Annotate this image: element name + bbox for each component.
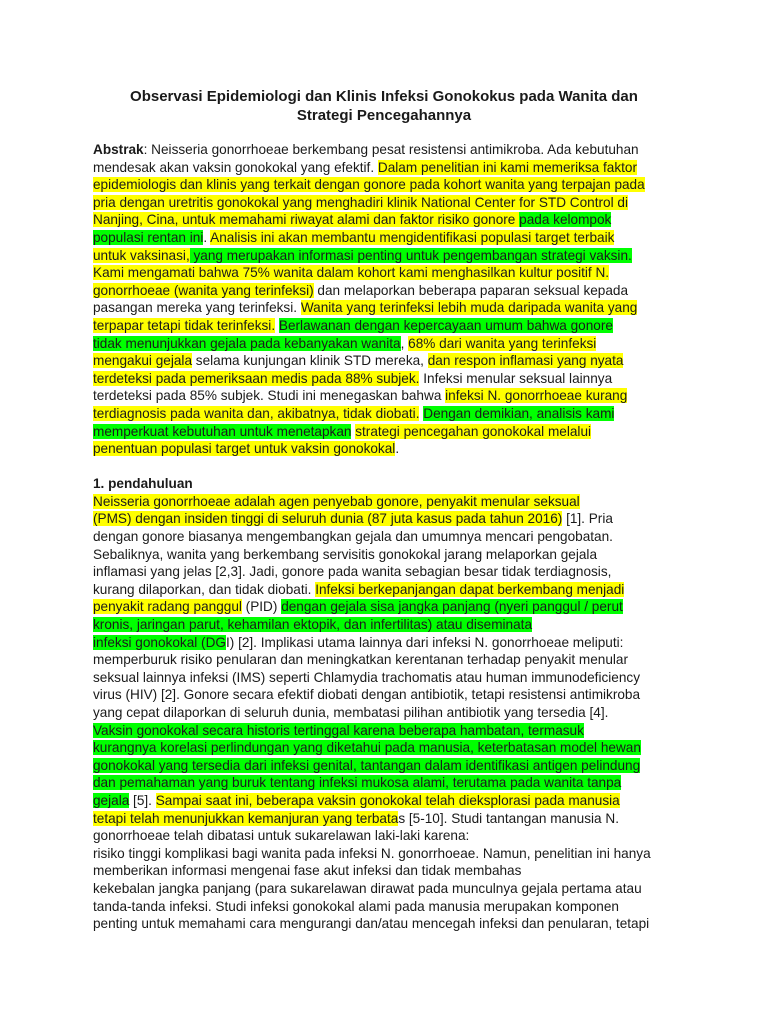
text-segment: kekebalan jangka panjang (para sukarelawan dirawat pada munculnya gejala pertama atau xyxy=(93,880,642,896)
intro-line xyxy=(93,827,693,845)
text-segment: mendesak akan vaksin gonokokal yang efektif. xyxy=(93,159,378,175)
text-segment: : Neisseria gonorrhoeae berkembang pesat resistensi antimikroba. Ada kebutuhan xyxy=(143,142,639,157)
text-segment: terdeteksi pada 85% subjek. Studi ini menegaskan bahwa xyxy=(93,388,446,404)
text-segment: tanda-tanda infeksi. Studi infeksi gonokokal alami pada manusia merupakan komponen xyxy=(93,898,619,914)
text-segment: s [5-10]. Studi tantangan manusia N. xyxy=(398,810,619,826)
text-segment: dengan gonore biasanya mengembangkan gejala dan umumnya mencari pengobatan. xyxy=(93,529,613,545)
abstract-line xyxy=(93,299,693,317)
abstract-line xyxy=(93,229,693,247)
abstract-line xyxy=(93,317,693,335)
highlighted-text-green: kronis, jaringan parut, kehamilan ektopik, dan infertilitas) atau diseminata xyxy=(93,617,533,633)
abstract-line xyxy=(93,282,693,300)
text-segment: , xyxy=(400,335,409,351)
highlighted-text-yellow: mengakui gejala xyxy=(93,353,192,369)
intro-line xyxy=(93,722,693,740)
text-segment: seksual lainnya infeksi (IMS) seperti Chlamydia trachomatis atau human immunodeficiency xyxy=(93,669,641,685)
section-heading: 1. pendahuluan xyxy=(93,476,193,492)
abstract-label: Abstrak xyxy=(93,142,144,157)
intro-line xyxy=(93,774,693,792)
highlighted-text-green: gejala xyxy=(93,792,130,808)
abstract-line xyxy=(93,176,693,194)
text-segment: Infeksi menular seksual lainnya xyxy=(419,370,613,386)
highlighted-text-yellow: strategi pencegahan gonokokal melalui xyxy=(355,423,592,439)
abstract-line xyxy=(93,159,693,177)
paragraph-gap xyxy=(93,458,693,476)
highlighted-text-green: kurangnya korelasi perlindungan yang diketahui pada manusia, keterbatasan model hewan xyxy=(93,740,641,756)
intro-line xyxy=(93,704,693,722)
highlighted-text-yellow: Wanita yang terinfeksi lebih muda daripada wanita yang xyxy=(300,300,638,316)
highlighted-text-green: Berlawanan dengan kepercayaan umum bahwa gonore xyxy=(278,317,613,333)
highlighted-text-yellow: infeksi N. gonorrhoeae kurang xyxy=(445,388,628,404)
highlighted-text-green: dengan gejala sisa jangka panjang (nyeri panggul / perut xyxy=(281,599,623,615)
intro-line xyxy=(93,845,693,863)
intro-line xyxy=(93,563,693,581)
highlighted-text-yellow: epidemiologis dan klinis yang terkait dengan gonore pada kohort wanita yang terpajan pada xyxy=(93,177,645,193)
highlighted-text-yellow: Analisis ini akan membantu mengidentifikasi populasi target terbaik xyxy=(210,229,615,245)
intro-line xyxy=(93,810,693,828)
abstract-line xyxy=(93,423,693,441)
text-segment: risiko tinggi komplikasi bagi wanita pada infeksi N. gonorrhoeae. Namun, penelitian ini hanya xyxy=(93,845,651,861)
abstract-line xyxy=(93,211,693,229)
intro-line xyxy=(93,757,693,775)
highlighted-text-green: memperkuat kebutuhan untuk menetapkan xyxy=(93,423,352,439)
abstract-line xyxy=(93,405,693,423)
document-title xyxy=(60,87,708,125)
highlighted-text-green: Vaksin gonokokal secara historis tertinggal karena beberapa hambatan, termasuk xyxy=(93,722,584,738)
intro-line xyxy=(93,581,693,599)
abstract-line xyxy=(93,387,693,405)
title-line-1: Observasi Epidemiologi dan Klinis Infeksi Gonokokus pada Wanita dan xyxy=(130,88,638,105)
abstract-line xyxy=(93,141,693,159)
abstract-line xyxy=(93,352,693,370)
intro-paragraph xyxy=(93,493,693,933)
highlighted-text-yellow: penentuan populasi target untuk vaksin gonokokal xyxy=(93,441,396,457)
document-body xyxy=(93,141,693,933)
abstract-paragraph xyxy=(93,141,693,458)
highlighted-text-green: dan pemahaman yang buruk tentang infeksi mukosa alami, terutama pada wanita tanpa xyxy=(93,775,622,791)
intro-line xyxy=(93,669,693,687)
abstract-line xyxy=(93,335,693,353)
highlighted-text-yellow: dan respon inflamasi yang nyata xyxy=(427,353,624,369)
text-segment: virus (HIV) [2]. Gonore secara efektif diobati dengan antibiotik, tetapi resistensi antimikroba xyxy=(93,687,641,703)
intro-line xyxy=(93,528,693,546)
abstract-line xyxy=(93,440,693,458)
highlighted-text-yellow: Sampai saat ini, beberapa vaksin gonokokal telah dieksplorasi pada manusia xyxy=(155,792,620,808)
highlighted-text-green: pada kelompok xyxy=(519,212,612,228)
intro-line xyxy=(93,792,693,810)
highlighted-text-green: tidak menunjukkan gejala pada kebanyakan wanita xyxy=(93,335,401,351)
highlighted-text-yellow: Dalam penelitian ini kami memeriksa faktor xyxy=(377,159,638,175)
intro-line xyxy=(93,862,693,880)
text-segment: yang cepat dilaporkan di seluruh dunia, membatasi pilihan antibiotik yang tersedia [4]. xyxy=(93,705,609,720)
highlighted-text-yellow: tetapi telah menunjukkan kemanjuran yang terbata xyxy=(93,810,399,826)
highlighted-text-yellow: untuk vaksinasi, xyxy=(93,247,190,263)
intro-line xyxy=(93,739,693,757)
highlighted-text-yellow: gonorrhoeae (wanita yang terinfeksi) xyxy=(93,282,314,298)
abstract-line xyxy=(93,370,693,388)
intro-line xyxy=(93,915,693,933)
text-segment: (PID) xyxy=(241,599,282,615)
highlighted-text-green: populasi rentan ini xyxy=(93,229,204,245)
highlighted-text-yellow: 68% dari wanita yang terinfeksi xyxy=(408,335,597,351)
text-segment: pasangan mereka yang terinfeksi. xyxy=(93,300,301,316)
intro-line xyxy=(93,651,693,669)
highlighted-text-green: yang merupakan informasi penting untuk pengembangan strategi vaksin. xyxy=(189,247,632,263)
highlighted-text-yellow: terpapar tetapi tidak terinfeksi. xyxy=(93,317,276,333)
highlighted-text-green: infeksi gonokokal (DG xyxy=(93,634,226,650)
text-segment: gonorrhoeae telah dibatasi untuk sukarelawan laki-laki karena: xyxy=(93,828,470,844)
text-segment: dan melaporkan beberapa paparan seksual kepada xyxy=(313,282,629,298)
highlighted-text-yellow: penyakit radang panggul xyxy=(93,599,242,615)
title-line-2: Strategi Pencegahannya xyxy=(296,107,472,124)
intro-line xyxy=(93,634,693,652)
intro-line xyxy=(93,493,693,511)
text-segment: [5]. xyxy=(129,792,156,808)
text-segment: inflamasi yang jelas [2,3]. Jadi, gonore pada wanita sebagian besar tidak terdiagnosis, xyxy=(93,564,612,580)
highlighted-text-yellow: terdiagnosis pada wanita dan, akibatnya, tidak diobati. xyxy=(93,405,420,421)
highlighted-text-green: Dengan demikian, analisis kami xyxy=(423,405,615,421)
highlighted-text-yellow: Infeksi berkepanjangan dapat berkembang menjadi xyxy=(315,581,625,597)
text-segment: selama kunjungan klinik STD mereka, xyxy=(192,353,428,369)
highlighted-text-yellow: terdeteksi pada pemeriksaan medis pada 88% subjek. xyxy=(93,370,420,386)
highlighted-text-yellow: (PMS) dengan insiden tinggi di seluruh dunia (87 juta kasus pada tahun 2016) xyxy=(93,511,563,527)
text-segment: memberikan informasi mengenai fase akut infeksi dan tidak membahas xyxy=(93,863,522,879)
intro-line xyxy=(93,510,693,528)
highlighted-text-yellow: Neisseria gonorrhoeae adalah agen penyebab gonore, penyakit menular seksual xyxy=(93,493,580,509)
intro-line xyxy=(93,616,693,634)
text-segment: Sebaliknya, wanita yang berkembang servisitis gonokokal jarang melaporkan gejala xyxy=(93,546,598,562)
intro-line xyxy=(93,898,693,916)
intro-line xyxy=(93,880,693,898)
intro-line xyxy=(93,686,693,704)
abstract-line xyxy=(93,247,693,265)
text-segment: . xyxy=(395,441,400,457)
intro-line xyxy=(93,598,693,616)
text-segment: memperburuk risiko penularan dan meningkatkan kerentanan terhadap penyakit menular xyxy=(93,652,629,668)
text-segment: penting untuk memahami cara mengurangi dan/atau mencegah infeksi dan penularan, tetapi xyxy=(93,916,650,932)
highlighted-text-yellow: pria dengan uretritis gonokokal yang menghadiri klinik National Center for STD Control di xyxy=(93,194,628,210)
highlighted-text-yellow: Nanjing, Cina, untuk memahami riwayat alami dan faktor risiko gonore xyxy=(93,212,520,228)
text-segment: [1]. Pria xyxy=(562,511,613,527)
text-segment: . xyxy=(203,229,211,245)
abstract-line xyxy=(93,264,693,282)
intro-line xyxy=(93,546,693,564)
text-segment: I) [2]. Implikasi utama lainnya dari infeksi N. gonorrhoeae meliputi: xyxy=(225,634,624,650)
abstract-line xyxy=(93,194,693,212)
text-segment: kurang dilaporkan, dan tidak diobati. xyxy=(93,581,316,597)
highlighted-text-green: gonokokal yang tersedia dari infeksi genital, tantangan dalam identifikasi antigen pelindung xyxy=(93,757,641,773)
highlighted-text-yellow: Kami mengamati bahwa 75% wanita dalam kohort kami menghasilkan kultur positif N. xyxy=(93,265,610,281)
